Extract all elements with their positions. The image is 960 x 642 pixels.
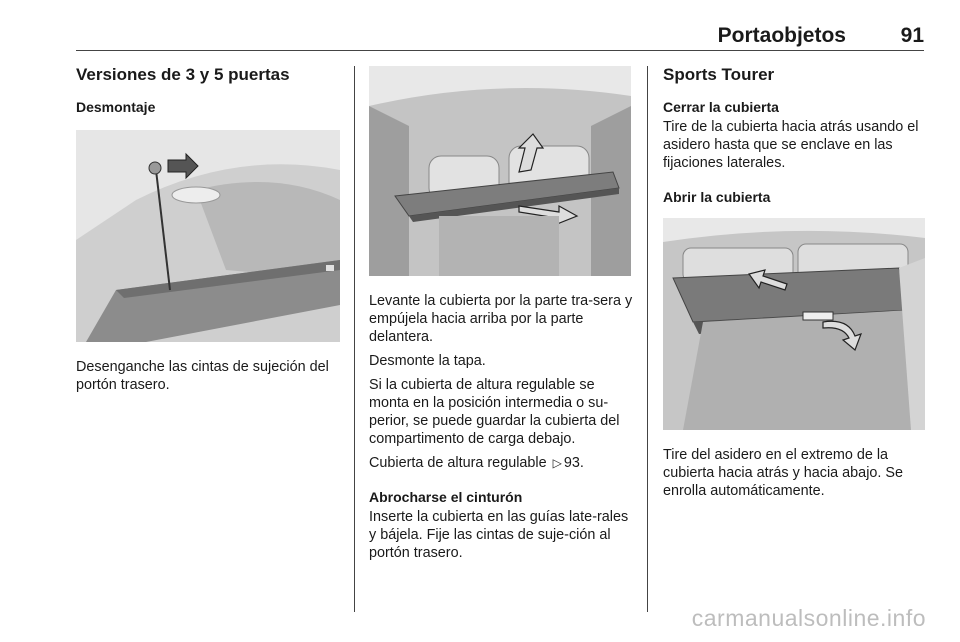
figure-open-cover [663, 218, 925, 430]
paragraph-remove: Desmonte la tapa. [369, 353, 486, 369]
column-1 [76, 64, 340, 394]
figure-caption: Desenganche las cintas de sujeción del portón trasero. [76, 359, 329, 393]
header-title: Portaobjetos [717, 24, 846, 47]
section-heading: Sports Tourer [663, 65, 775, 84]
figure-lift-cover [369, 66, 631, 276]
reference-text: Cubierta de altura regulable [369, 455, 547, 471]
page-number: 91 [900, 24, 924, 47]
right-arrow-icon: ▷ [552, 456, 562, 470]
paragraph-lift: Levante la cubierta por la parte tra-sera y empújela hacia arriba por la parte delantera. [369, 293, 633, 345]
column-2 [369, 64, 633, 562]
figure-tailgate-straps [76, 130, 340, 342]
reference-page[interactable]: 93. [563, 455, 584, 471]
figure-caption: Tire del asidero en el extremo de la cubierta hacia atrás y hacia abajo. Se enrolla automáticamente. [663, 447, 903, 499]
subsection-heading-open: Abrir la cubierta [663, 189, 771, 205]
subsection-heading: Desmontaje [76, 99, 156, 115]
subsection-heading: Abrocharse el cinturón [369, 489, 523, 505]
column-divider-right [647, 66, 648, 612]
column-3 [663, 64, 927, 500]
paragraph-store: Si la cubierta de altura regulable se monta en la posición intermedia o su-perior, se puede guardar la cubierta del compartimento de carga debajo. [369, 377, 620, 447]
watermark: carmanualsonline.info [691, 605, 926, 631]
paragraph-install: Inserte la cubierta en las guías late-rales y bájela. Fije las cintas de suje-ción al portón trasero. [369, 509, 629, 561]
header-rule [76, 50, 924, 51]
paragraph-reference [369, 454, 633, 472]
paragraph-close: Tire de la cubierta hacia atrás usando el asidero hasta que se enclave en las fijaciones laterales. [663, 119, 919, 171]
column-divider-left [354, 66, 355, 612]
section-heading: Versiones de 3 y 5 puertas [76, 65, 290, 84]
subsection-heading-close: Cerrar la cubierta [663, 99, 779, 115]
